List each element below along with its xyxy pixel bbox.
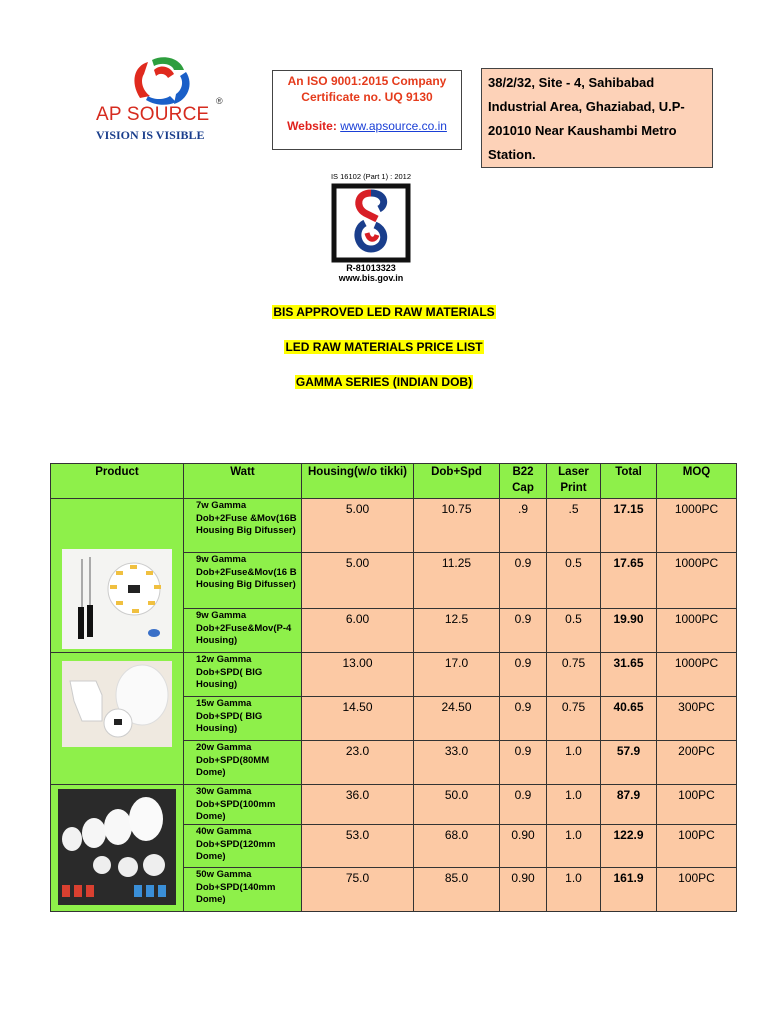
watt-cell: 40w Gamma Dob+SPD(120mm Dome)	[184, 825, 302, 868]
dob-spd-cell: 85.0	[414, 868, 500, 912]
website-label: Website:	[287, 119, 337, 133]
heading-bis-approved	[0, 305, 768, 319]
total-cell: 122.9	[601, 825, 657, 868]
moq-cell: 1000PC	[657, 499, 737, 553]
dob-spd-cell: 17.0	[414, 653, 500, 697]
col-header-housing: Housing(w/o tikki)	[302, 464, 414, 499]
bis-website: www.bis.gov.in	[338, 273, 404, 283]
housing-cell: 13.00	[302, 653, 414, 697]
laser-print-cell: 0.75	[547, 653, 601, 697]
col-header-b22-cap: B22 Cap	[500, 464, 547, 499]
watt-cell: 20w Gamma Dob+SPD(80MM Dome)	[184, 741, 302, 785]
website-line	[273, 119, 461, 133]
website-link[interactable]: www.apsource.co.in	[340, 119, 447, 133]
b22-cap-cell: 0.9	[500, 741, 547, 785]
laser-print-cell: 0.5	[547, 609, 601, 653]
total-cell: 40.65	[601, 697, 657, 741]
bis-registration-number: R-81013323	[346, 263, 396, 273]
table-row	[51, 653, 737, 697]
watt-cell: 9w Gamma Dob+2Fuse&Mov(P-4 Housing)	[184, 609, 302, 653]
bulb-housing-photo-icon	[62, 661, 172, 747]
b22-cap-cell: 0.90	[500, 825, 547, 868]
moq-cell: 200PC	[657, 741, 737, 785]
total-cell: 31.65	[601, 653, 657, 697]
bis-standard: IS 16102 (Part 1) : 2012	[330, 172, 412, 181]
bis-logo-icon	[331, 183, 411, 263]
moq-cell: 100PC	[657, 868, 737, 912]
housing-cell: 5.00	[302, 499, 414, 553]
bis-certification-mark	[316, 172, 426, 292]
housing-cell: 53.0	[302, 825, 414, 868]
heading-gamma-series-text: GAMMA SERIES (INDIAN DOB)	[295, 375, 473, 389]
b22-cap-cell: 0.9	[500, 697, 547, 741]
housing-cell: 23.0	[302, 741, 414, 785]
iso-line-1: An ISO 9001:2015 Company	[287, 74, 447, 88]
total-cell: 17.15	[601, 499, 657, 553]
total-cell: 57.9	[601, 741, 657, 785]
brand-tagline: VISION IS VISIBLE	[96, 128, 205, 142]
heading-bis-approved-text: BIS APPROVED LED RAW MATERIALS	[273, 305, 495, 319]
company-address: 38/2/32, Site - 4, Sahibabad Industrial Area, Ghaziabad, U.P-201010 Near Kaushambi Metro Station.	[481, 68, 713, 168]
dob-spd-cell: 33.0	[414, 741, 500, 785]
brand-name: AP SOURCE	[96, 104, 210, 125]
col-header-laser-print: Laser Print	[547, 464, 601, 499]
dob-spd-cell: 24.50	[414, 697, 500, 741]
housing-cell: 5.00	[302, 553, 414, 609]
price-table	[50, 463, 737, 912]
laser-print-cell: 1.0	[547, 785, 601, 825]
b22-cap-cell: .9	[500, 499, 547, 553]
table-row	[51, 785, 737, 825]
iso-certificate-box	[272, 70, 462, 150]
heading-price-list-text: LED RAW MATERIALS PRICE LIST	[285, 340, 483, 354]
moq-cell: 1000PC	[657, 653, 737, 697]
table-row	[51, 499, 737, 553]
heading-price-list	[0, 340, 768, 354]
b22-cap-cell: 0.9	[500, 785, 547, 825]
dob-spd-cell: 11.25	[414, 553, 500, 609]
dob-spd-cell: 50.0	[414, 785, 500, 825]
watt-cell: 7w Gamma Dob+2Fuse &Mov(16B Housing Big Difusser)	[184, 499, 302, 553]
registered-mark: ®	[216, 96, 223, 106]
moq-cell: 100PC	[657, 785, 737, 825]
led-dob-board-photo-icon	[62, 549, 172, 649]
col-header-watt: Watt	[184, 464, 302, 499]
dob-spd-cell: 10.75	[414, 499, 500, 553]
moq-cell: 1000PC	[657, 553, 737, 609]
product-photo-cell-housing	[51, 653, 184, 785]
iso-line-2: Certificate no. UQ 9130	[301, 90, 433, 104]
housing-cell: 36.0	[302, 785, 414, 825]
col-header-total: Total	[601, 464, 657, 499]
housing-cell: 75.0	[302, 868, 414, 912]
moq-cell: 1000PC	[657, 609, 737, 653]
dob-spd-cell: 12.5	[414, 609, 500, 653]
col-header-dob-spd: Dob+Spd	[414, 464, 500, 499]
laser-print-cell: 0.5	[547, 553, 601, 609]
laser-print-cell: .5	[547, 499, 601, 553]
laser-print-cell: 1.0	[547, 868, 601, 912]
col-header-product: Product	[51, 464, 184, 499]
moq-cell: 300PC	[657, 697, 737, 741]
product-photo-cell-dob	[51, 499, 184, 653]
col-header-moq: MOQ	[657, 464, 737, 499]
watt-cell: 12w Gamma Dob+SPD( BIG Housing)	[184, 653, 302, 697]
company-logo	[90, 52, 242, 154]
product-photo-cell-dome	[51, 785, 184, 912]
b22-cap-cell: 0.9	[500, 553, 547, 609]
laser-print-cell: 1.0	[547, 825, 601, 868]
moq-cell: 100PC	[657, 825, 737, 868]
total-cell: 87.9	[601, 785, 657, 825]
b22-cap-cell: 0.9	[500, 609, 547, 653]
housing-cell: 14.50	[302, 697, 414, 741]
laser-print-cell: 1.0	[547, 741, 601, 785]
dome-bulbs-photo-icon	[58, 789, 176, 905]
heading-gamma-series	[0, 375, 768, 389]
watt-cell: 30w Gamma Dob+SPD(100mm Dome)	[184, 785, 302, 825]
b22-cap-cell: 0.90	[500, 868, 547, 912]
total-cell: 17.65	[601, 553, 657, 609]
laser-print-cell: 0.75	[547, 697, 601, 741]
total-cell: 161.9	[601, 868, 657, 912]
dob-spd-cell: 68.0	[414, 825, 500, 868]
total-cell: 19.90	[601, 609, 657, 653]
b22-cap-cell: 0.9	[500, 653, 547, 697]
watt-cell: 15w Gamma Dob+SPD( BIG Housing)	[184, 697, 302, 741]
watt-cell: 50w Gamma Dob+SPD(140mm Dome)	[184, 868, 302, 912]
table-header-row	[51, 464, 737, 499]
watt-cell: 9w Gamma Dob+2Fuse&Mov(16 B Housing Big Difusser)	[184, 553, 302, 609]
housing-cell: 6.00	[302, 609, 414, 653]
